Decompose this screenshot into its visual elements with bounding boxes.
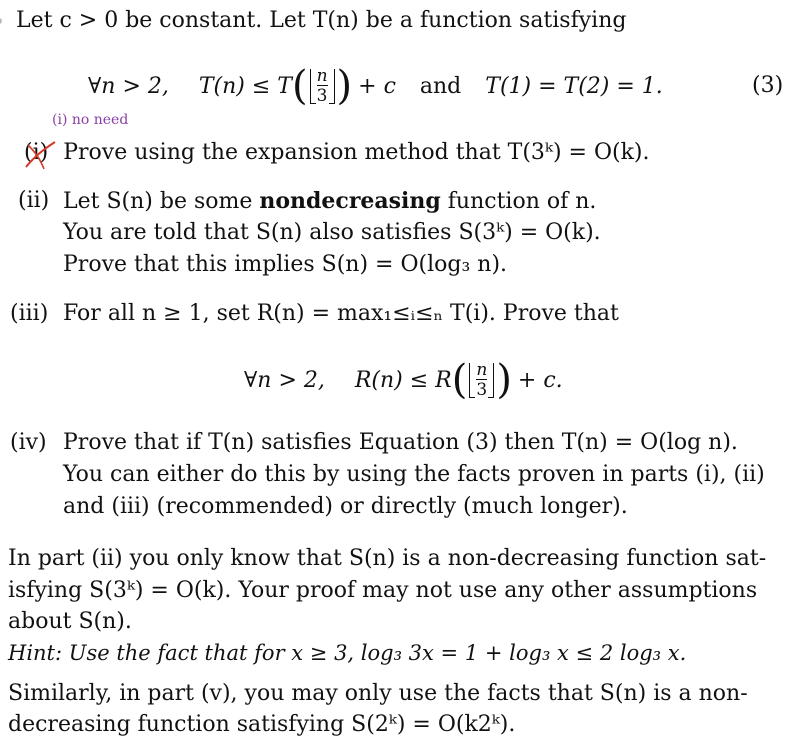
eq-paren-open: ( bbox=[291, 63, 308, 109]
part-i bbox=[24, 140, 649, 165]
part-ii-label: (ii) bbox=[18, 188, 50, 213]
part-iv-label: (iv) bbox=[10, 430, 47, 455]
part-iv-line1: Prove that if T(n) satisfies Equation (3) then T(n) = O(log n). bbox=[63, 430, 738, 455]
part-i-label: (i) bbox=[24, 140, 49, 165]
part-iv-line2: You can either do this by using the facts proven in parts (i), (ii) bbox=[63, 462, 765, 487]
para1-line3: about S(n). bbox=[8, 609, 132, 634]
para2-line2: decreasing function satisfying S(2ᵏ) = O(k2ᵏ). bbox=[8, 712, 516, 737]
part-i-text: Prove using the expansion method that T(3ᵏ) = O(k). bbox=[63, 140, 650, 165]
part-iv-line3: and (iii) (recommended) or directly (much longer). bbox=[63, 494, 628, 519]
part-ii-line1: Let S(n) be some nondecreasing function of n. bbox=[63, 188, 597, 214]
strike-mark-icon bbox=[22, 139, 58, 171]
part-iii-label: (iii) bbox=[10, 301, 49, 326]
para1-line2: isfying S(3ᵏ) = O(k). Your proof may not use any other assumptions bbox=[8, 578, 758, 603]
intro-text: Let c > 0 be constant. Let T(n) be a function satisfying bbox=[16, 8, 627, 33]
para1-line1: In part (ii) you only know that S(n) is a non-decreasing function sat- bbox=[8, 546, 767, 571]
bold-nondecreasing: nondecreasing bbox=[259, 188, 441, 214]
eq-init: T(1) = T(2) = 1. bbox=[485, 73, 663, 99]
floor-left bbox=[310, 69, 316, 104]
part-ii-line3: Prove that this implies S(n) = O(log₃ n). bbox=[63, 252, 508, 277]
floor-right bbox=[329, 69, 335, 104]
part-iii-equation: ∀n > 2, R(n) ≤ R ( $\frac{n}{3}$ ) + c. bbox=[244, 357, 563, 403]
handwritten-annotation: (i) no need bbox=[52, 112, 129, 128]
para2-line1: Similarly, in part (v), you may only use the facts that S(n) is a non- bbox=[8, 681, 748, 706]
part-ii-line2: You are told that S(n) also satisfies S(3ᵏ) = O(k). bbox=[63, 220, 601, 245]
eq-and: and bbox=[419, 73, 462, 99]
eq-lhs: T(n) ≤ T bbox=[198, 73, 292, 99]
equation-number: (3) bbox=[752, 73, 784, 98]
hint-text: Hint: Use the fact that for x ≥ 3, log₃ 3x = 1 + log₃ x ≤ 2 log₃ x. bbox=[8, 641, 687, 665]
eq-paren-close: ) bbox=[336, 63, 353, 109]
bullet-marker bbox=[0, 18, 2, 24]
eq-plus-c: + c bbox=[358, 73, 396, 99]
part-iii-text: For all n ≥ 1, set R(n) = max₁≤ᵢ≤ₙ T(i). Prove that bbox=[63, 301, 619, 326]
eq-forall: ∀n > 2, bbox=[88, 73, 169, 99]
equation-3 bbox=[88, 60, 663, 112]
eq-fraction: $\frac{n}{3}$ bbox=[316, 66, 328, 106]
